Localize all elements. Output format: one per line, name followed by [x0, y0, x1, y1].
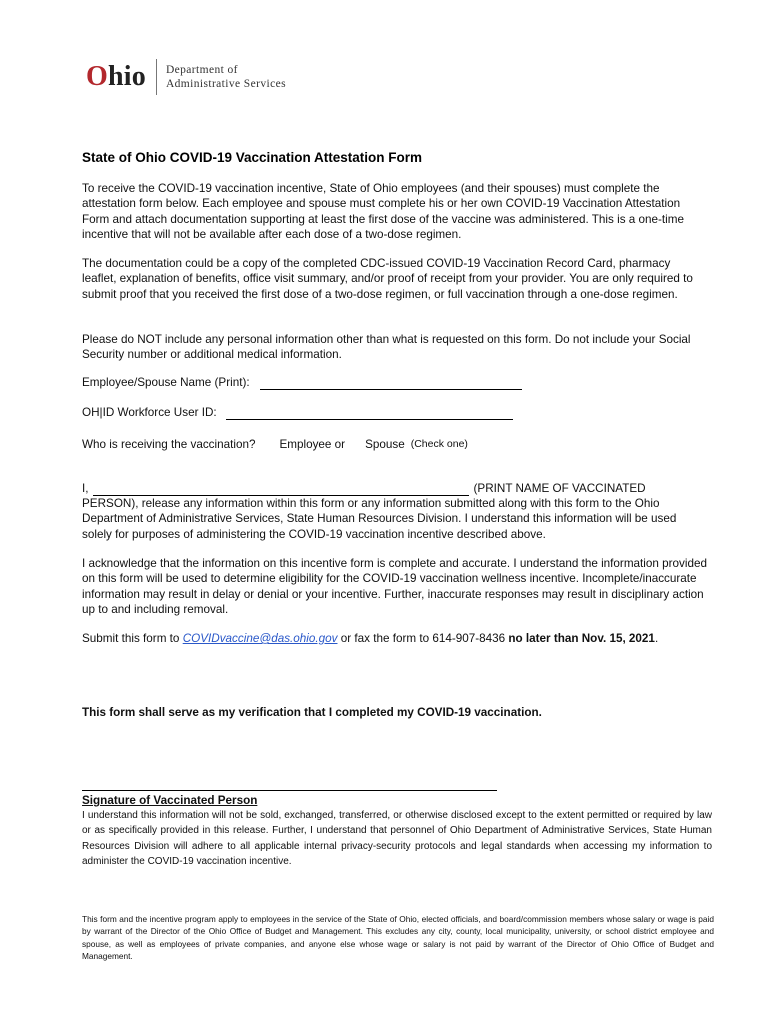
submission-deadline: no later than Nov. 15, 2021	[508, 632, 655, 645]
verification-statement: This form shall serve as my verification that I completed my COVID-19 vaccination.	[82, 706, 542, 719]
submit-prefix: Submit this form to	[82, 632, 183, 645]
name-field-row	[82, 375, 522, 390]
ohid-field-row	[82, 405, 513, 420]
name-field-input[interactable]	[260, 376, 522, 390]
release-prefix: I,	[82, 482, 89, 495]
department-line-1: Department of	[165, 64, 238, 76]
check-one-note: (Check one)	[410, 438, 468, 450]
name-field-label: Employee/Spouse Name (Print):	[82, 376, 250, 389]
ohid-field-input[interactable]	[226, 406, 513, 420]
submission-email-link[interactable]: COVIDvaccine@das.ohio.gov	[182, 632, 338, 645]
ohio-logo-wordmark	[86, 63, 146, 91]
release-paragraph: PERSON), release any information within this form or any information submitted along with this form to the Ohio Department of Administrative Services, State Human Resources Division. I understand this information will be used solely for purposes of administering the COVID-19 vaccination incentive described above.	[82, 497, 677, 541]
ohid-field-label: OH|ID Workforce User ID:	[82, 406, 217, 419]
signature-field-input[interactable]	[82, 790, 497, 791]
signature-label: Signature of Vaccinated Person	[82, 794, 258, 807]
employee-option[interactable]: Employee or	[279, 438, 346, 451]
privacy-paragraph: Please do NOT include any personal information other than what is requested on this form. Do not include your Social Security number or additional medical information.	[82, 333, 691, 362]
submit-fax-text: or fax the form to 614-907-8436	[337, 632, 509, 645]
documentation-paragraph: The documentation could be a copy of the completed CDC-issued COVID-19 Vaccination Record Card, pharmacy leaflet, explanation of benefits, office visit summary, and/or proof of receipt from your provider. You are only required to submit proof that you received the first dose of a two-dose regimen, or full vaccination through a one-dose regimen.	[82, 257, 693, 301]
ohio-das-logo	[86, 60, 286, 94]
form-title: State of Ohio COVID-19 Vaccination Attestation Form	[82, 150, 423, 165]
department-name	[166, 63, 286, 91]
vaccinated-person-name-input[interactable]	[93, 482, 469, 496]
department-line-2: Administrative Services	[165, 78, 286, 90]
release-suffix: (PRINT NAME OF VACCINATED	[473, 482, 646, 495]
release-name-row	[82, 481, 646, 496]
signature-disclosure-note: I understand this information will not be sold, exchanged, transferred, or otherwise disclosed except to the extent permitted or required by law or as specifically provided in this release. Further, I understand that personnel of Ohio Department of Administrative Services, State Human Resources Division will adhere to all applicable internal privacy-security protocols and legal standards when accessing my information to administer the COVID-19 vaccination incentive.	[82, 810, 712, 868]
intro-paragraph: To receive the COVID-19 vaccination incentive, State of Ohio employees (and their spouses) must complete the attestation form below. Each employee and spouse must complete his or her own COVID-19 Vaccination Attestation Form and attach documentation supporting at least the first dose of the vaccine was administered. This is a one-time incentive that will not be available after each dose of a two-dose regimen.	[82, 182, 685, 242]
spouse-option[interactable]: Spouse	[365, 438, 405, 451]
eligibility-fine-print: This form and the incentive program apply to employees in the service of the State of Ohio, elected officials, and board/commission members whose salary or wage is paid by warrant of the Director of the Ohio Office of Budget and Management. This excludes any city, county, local municipality, university, or school district employee and spouse, as well as employees of private companies, and anyone else whose wage or salary is not paid by warrant of the Director of Ohio Office of Budget and Management.	[82, 914, 714, 962]
logo-letters-hio: hio	[107, 61, 146, 92]
logo-divider	[156, 59, 157, 95]
recipient-row	[82, 437, 468, 452]
acknowledgement-paragraph: I acknowledge that the information on this incentive form is complete and accurate. I understand the information provided on this form will be used to determine eligibility for the COVID-19 vaccination wellness incentive. Incomplete/inaccurate information may result in delay or denial or your incentive. Further, inaccurate responses may result in disciplinary action up to and including removal.	[82, 557, 707, 617]
submit-end: .	[654, 632, 659, 645]
recipient-label: Who is receiving the vaccination?	[82, 438, 256, 451]
submit-instructions	[82, 631, 707, 646]
logo-letter-o: O	[86, 61, 108, 92]
